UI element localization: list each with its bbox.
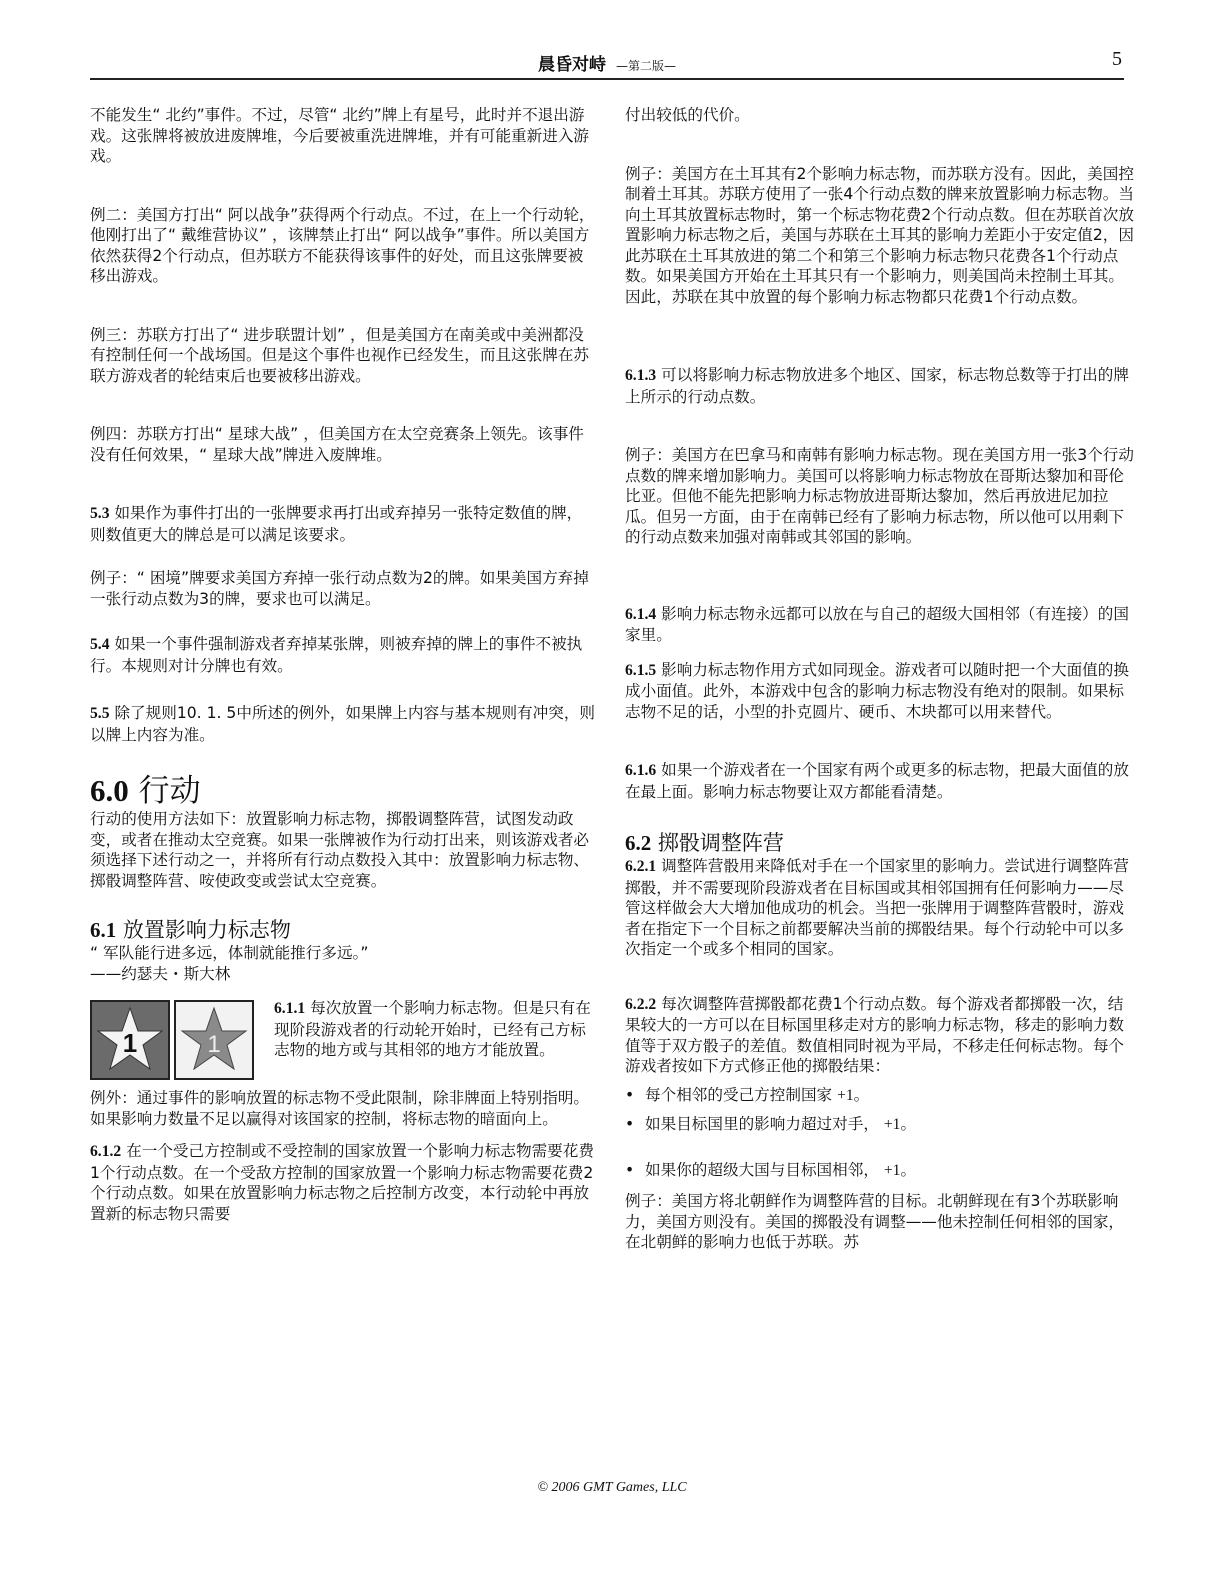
rule-text: 每次放置一个影响力标志物。但是只有在现阶段游戏者的行动轮开始时，已经有己方标志物的地方或与其相邻的地方才能放置。 [274,999,591,1059]
running-title [90,50,1124,75]
edition-label: —第二版— [615,59,676,73]
influence-markers [90,1000,266,1088]
rule-number: 6.1.4 [625,605,657,623]
section-number: 6.1 [90,918,117,942]
page-header [90,48,1124,80]
rule-6-1-6 [625,760,1135,802]
paragraph: 不能发生“ 北约”事件。不过，尽管“ 北约”牌上有星号，此时并不退出游戏。这张牌将被放进废牌堆，今后要被重洗进牌堆，并有可能重新进入游戏。 [90,106,590,165]
rule-text: 如果一个事件强制游戏者弃掉某张牌，则被弃掉的牌上的事件不被执行。本规则对计分牌也有效。 [90,635,583,675]
section-heading-6-1 [90,917,596,943]
rule-number: 6.1.5 [625,661,657,679]
rule-number: 5.5 [90,705,110,722]
rule-6-1-1-block [90,998,596,1061]
paragraph: 行动的使用方法如下：放置影响力标志物，掷骰调整阵营，试图发动政变，或者在推动太空竞赛。如果一张牌被作为行动打出来，则该游戏者必须选择下述行动之一，并将所有行动点数投入其中：放置影响力标志物、掷骰调整阵营、咹使政变或尝试太空竞赛。 [90,810,590,890]
example-paragraph: 例子：美国方将北朝鲜作为调整阵营的目标。北朝鲜现在有3个苏联影响力，美国方则没有。美国的掷骰没有调整——他未控制任何相邻的国家，在北朝鲜的影响力也低于苏联。苏 [625,1192,1125,1251]
copyright-footer: © 2006 GMT Games, LLC [537,1480,687,1495]
rule-6-2-2 [625,994,1135,1077]
rule-text: 除了规则10. 1. 5中所述的例外，如果牌上内容与基本规则有冲突，则以牌上内容为准。 [90,704,596,744]
section-title: 掷骰调整阵营 [651,831,784,855]
modifier-value: +1。 [837,1086,870,1104]
influence-marker-light [174,1000,254,1080]
rule-5-5 [90,703,596,745]
section-title: 行动 [128,773,201,809]
rule-6-1-3 [625,365,1135,407]
left-column [90,105,596,1224]
marker-value: 1 [207,1031,221,1058]
list-item [625,1160,1135,1182]
list-item [625,1085,1135,1107]
rule-text: 在一个受己方控制或不受控制的国家放置一个影响力标志物需要花费1个行动点数。在一个受敌方控制的国家放置一个影响力标志物需要花费2个行动点数。如果在放置影响力标志物之后控制方改变，本行动轮中再放置新的标志物只需要 [90,1142,594,1223]
example-paragraph: 例子：美国方在土耳其有2个影响力标志物，而苏联方没有。因此，美国控制着土耳其。苏联方使用了一张4个行动点数的牌来放置影响力标志物。当向土耳其放置标志物时，第一个标志物花费2个行动点数。但在苏联首次放置影响力标志物之后，美国与苏联在土耳其的影响力差距小于安定值2，因此苏联在土耳其放进的第二个和第三个影响力标志物只花费各1个行动点数。如果美国方开始在土耳其只有一个影响力，则美国尚未控制土耳其。因此，苏联在其中放置的每个影响力标志物都只花费1个行动点数。 [625,164,1134,306]
list-item-text: 如果你的超级大国与目标国相邻， [645,1160,884,1179]
rule-6-1-4 [625,604,1135,646]
marker-value: 1 [122,1028,138,1058]
example-paragraph: 例子：“ 困境”牌要求美国方弃掉一张行动点数为2的牌。如果美国方弃掉一张行动点数为3的牌，要求也可以满足。 [90,569,589,608]
paragraph: 付出较低的代价。 [625,106,750,124]
rule-number: 6.1.6 [625,762,657,779]
rule-number: 6.2.1 [625,858,657,875]
rule-text: 调整阵营骰用来降低对手在一个国家里的影响力。尝试进行调整阵营掷骰，并不需要现阶段游戏者在目标国或其相邻国拥有任何影响力——尽管这样做会大大增加他成功的机会。当把一张牌用于调整阵营骰时，游戏者在指定下一个目标之前都要解决当前的掷骰结果。每个行动轮中可以多次指定一个或多个相同的国家。 [625,857,1129,958]
list-item-text: 如果目标国里的影响力超过对手， [645,1115,884,1133]
modifier-value: +1。 [883,1116,917,1133]
section-title: 放置影响力标志物 [116,918,291,942]
rule-number: 5.4 [90,636,110,653]
rule-number: 6.1.3 [625,367,657,384]
rule-6-1-5 [625,660,1135,723]
modifier-list [625,1085,1135,1182]
section-number: 6.2 [625,831,652,855]
quote-author: ——约瑟夫・斯大林 [90,964,231,983]
rule-5-4 [90,634,596,676]
rule-6-1-2 [90,1141,596,1224]
rule-text: 如果作为事件打出的一张牌要求再打出或弃掉另一张特定数值的牌，则数值更大的牌总是可以满足该要求。 [90,504,583,544]
rule-text: 每次调整阵营掷骰都花费1个行动点数。每个游戏者都掷骰一次，结果较大的一方可以在目标国里移走对方的影响力标志物，移走的影响力数值等于双方骰子的差值。数值相同时视为平局，不移走任何标志物。每个游戏者按如下方式修正他的掷骰结果： [625,994,1125,1075]
rule-number: 6.2.2 [625,995,657,1013]
example-paragraph: 例四：苏联方打出“ 星球大战” ，但美国方在太空竞赛条上领先。该事件没有任何效果，“ 星球大战”牌进入废牌堆。 [90,425,584,464]
rule-number: 6.1.2 [90,1143,122,1160]
modifier-value: +1。 [883,1161,917,1179]
quote: “ 军队能行进多远，体制就能推行多远。” [90,944,369,962]
rule-text: 如果一个游戏者在一个国家有两个或更多的标志物，把最大面值的放在最上面。影响力标志物要让双方都能看清楚。 [625,761,1129,801]
list-item [625,1114,1135,1136]
example-paragraph: 例三：苏联方打出了“ 进步联盟计划” ，但是美国方在南美或中美洲都没有控制任何一个战场国。但是这个事件也视作已经发生，而且这张牌在苏联方游戏者的轮结束后也要被移出游戏。 [90,325,590,385]
exception-paragraph: 例外：通过事件的影响放置的标志物不受此限制，除非牌面上特别指明。 [90,1089,590,1107]
example-paragraph: 例子：美国方在巴拿马和南韩有影响力标志物。现在美国方用一张3个行动点数的牌来增加影响力。美国可以将影响力标志物放在哥斯达黎加和哥伦比亚。但他不能先把影响力标志物放进哥斯达黎加，然后再放进尼加拉瓜。但另一方面，由于在南韩已经有了影响力标志物，所以他可以用剩下的行动点数来加强对南韩或其邻国的影响。 [625,446,1134,546]
rule-5-3 [90,503,596,545]
section-heading-6-2 [625,830,1135,856]
rule-text: 可以将影响力标志物放进多个地区、国家，标志物总数等于打出的牌上所示的行动点数。 [625,366,1129,406]
page-number: 5 [1112,48,1122,70]
influence-marker-dark [90,1000,170,1080]
paragraph: 如果影响力数量不足以赢得对该国家的控制，将标志物的暗面向上。 [90,1109,558,1128]
book-title: 晨昏对峙 [537,55,606,75]
rule-number: 5.3 [90,505,110,522]
right-column [625,105,1135,1253]
section-heading-6-0 [90,773,596,809]
star-icon [176,1002,252,1078]
rule-text: 影响力标志物作用方式如同现金。游戏者可以随时把一个大面值的换成小面值。此外，本游戏中包含的影响力标志物没有绝对的限制。如果标志物不足的话，小型的扑克圆片、硬币、木块都可以用来替代。 [625,660,1129,721]
star-icon [92,1002,168,1078]
example-paragraph: 例二：美国方打出“ 阿以战争”获得两个行动点。不过，在上一个行动轮，他刚打出了“ 戴维营协议” ，该牌禁止打出“ 阿以战争”事件。所以美国方依然获得2个行动点，但苏联方不能获得该事件的好处，而且这张牌要被移出游戏。 [90,205,595,285]
rule-number: 6.1.1 [274,1000,306,1017]
list-item-text: 每个相邻的受己方控制国家 [645,1085,838,1104]
section-number: 6.0 [90,773,129,808]
rule-text: 影响力标志物永远都可以放在与自己的超级大国相邻（有连接）的国家里。 [625,604,1129,644]
rule-6-2-1 [625,856,1135,960]
